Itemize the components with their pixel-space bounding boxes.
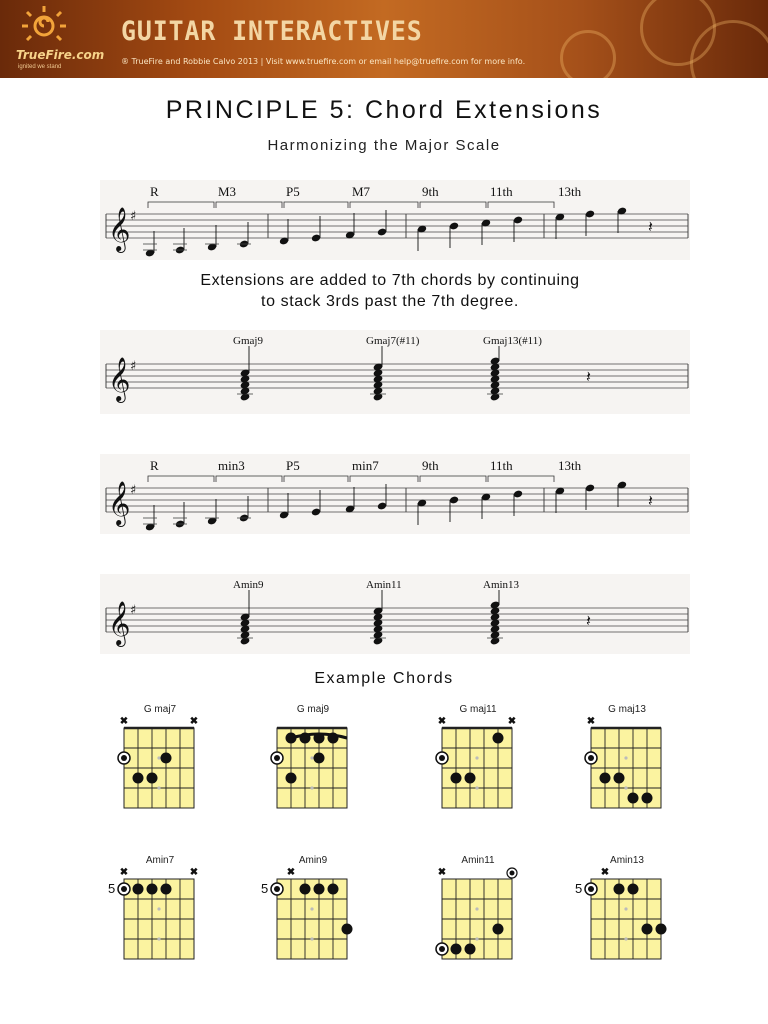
root-note-center <box>121 755 127 761</box>
interval-label: 11th <box>490 184 513 199</box>
quarter-rest-icon: 𝄽 <box>586 611 591 630</box>
fret-position-label: 5 <box>575 881 583 896</box>
root-note-center <box>588 886 594 892</box>
finger-dot <box>286 773 297 784</box>
quarter-rest-icon: 𝄽 <box>648 217 653 236</box>
finger-dot <box>642 793 653 804</box>
root-note-center <box>588 755 594 761</box>
chord-diagram <box>257 704 377 814</box>
fret-marker-dot <box>157 786 160 789</box>
fret-marker-dot <box>475 907 478 910</box>
finger-dot <box>147 773 158 784</box>
fretboard-grid <box>422 704 542 814</box>
chord-name: G maj13 <box>608 704 646 715</box>
quarter-rest-icon: 𝄽 <box>586 367 591 386</box>
fretboard-grid <box>571 855 691 965</box>
swirl-decoration <box>560 30 616 78</box>
muted-string-icon: ✖ <box>119 867 129 878</box>
fret-marker-dot <box>310 907 313 910</box>
finger-dot <box>342 924 353 935</box>
minor-chords-staff <box>100 574 690 654</box>
chord-name: G maj7 <box>143 704 177 715</box>
root-note-center <box>121 886 127 892</box>
finger-dot <box>161 753 172 764</box>
major-chords-staff <box>100 330 690 414</box>
muted-string-icon: ✖ <box>600 867 610 878</box>
interval-label: 9th <box>422 458 439 473</box>
header-banner <box>0 0 768 78</box>
chord-diagram <box>104 704 224 814</box>
finger-dot <box>314 753 325 764</box>
interval-label: P5 <box>286 458 300 473</box>
brand-title: GUITAR INTERACTIVES <box>121 16 423 47</box>
finger-dot <box>314 884 325 895</box>
finger-dot <box>314 733 325 744</box>
root-note-center <box>274 886 280 892</box>
interval-label: P5 <box>286 184 300 199</box>
major-scale-staff <box>100 180 690 260</box>
interval-label: R <box>150 184 159 199</box>
logo-tagline: ignited we stand <box>18 64 62 70</box>
explanation-line-2: to stack 3rds past the 7th degree. <box>261 293 519 310</box>
interval-label: 13th <box>558 458 582 473</box>
finger-dot <box>451 773 462 784</box>
finger-dot <box>300 884 311 895</box>
examples-heading: Example Chords <box>314 670 454 687</box>
muted-string-icon: ✖ <box>437 867 447 878</box>
quarter-rest-icon: 𝄽 <box>648 491 653 510</box>
finger-dot <box>614 884 625 895</box>
treble-clef-icon: 𝄞 <box>108 481 131 525</box>
chord-symbol: Gmaj7(#11) <box>366 335 420 347</box>
finger-dot <box>642 924 653 935</box>
finger-dot <box>286 733 297 744</box>
chord-name: Amin7 <box>145 855 175 866</box>
page-subtitle: Harmonizing the Major Scale <box>267 137 501 154</box>
fret-marker-dot <box>157 937 160 940</box>
truefire-logo[interactable] <box>14 4 106 74</box>
chord-symbol: Gmaj13(#11) <box>483 335 542 347</box>
root-open-string-dot <box>510 871 515 876</box>
key-signature-sharp-icon: ♯ <box>130 603 137 618</box>
finger-dot <box>133 884 144 895</box>
interval-label: R <box>150 458 159 473</box>
interval-label: min7 <box>352 458 379 473</box>
fretboard-grid <box>257 704 377 814</box>
minor-scale-staff <box>100 454 690 534</box>
finger-dot <box>300 733 311 744</box>
chord-symbol: Amin9 <box>233 579 264 591</box>
interval-label: M7 <box>352 184 371 199</box>
fret-marker-dot <box>624 937 627 940</box>
chord-name: Amin11 <box>461 855 495 866</box>
finger-dot <box>600 773 611 784</box>
treble-clef-icon: 𝄞 <box>108 601 131 645</box>
fret-marker-dot <box>157 756 160 759</box>
root-note-center <box>439 755 445 761</box>
finger-dot <box>328 884 339 895</box>
fret-marker-dot <box>475 937 478 940</box>
chord-symbol: Amin13 <box>483 579 520 591</box>
finger-dot <box>493 733 504 744</box>
fret-marker-dot <box>475 756 478 759</box>
chord-diagram <box>422 704 542 814</box>
finger-dot <box>628 884 639 895</box>
page-title: PRINCIPLE 5: Chord Extensions <box>165 96 603 124</box>
chord-name: G maj11 <box>459 704 497 715</box>
muted-string-icon: ✖ <box>437 716 447 727</box>
chord-diagram <box>571 855 691 965</box>
key-signature-sharp-icon: ♯ <box>130 209 137 224</box>
fretboard-grid <box>104 704 224 814</box>
finger-dot <box>465 773 476 784</box>
interval-label: min3 <box>218 458 245 473</box>
muted-string-icon: ✖ <box>189 867 199 878</box>
muted-string-icon: ✖ <box>286 867 296 878</box>
fret-marker-dot <box>310 937 313 940</box>
fret-position-label: 5 <box>108 881 116 896</box>
fretboard-grid <box>104 855 224 965</box>
treble-clef-icon: 𝄞 <box>108 207 131 251</box>
interval-label: 13th <box>558 184 582 199</box>
muted-string-icon: ✖ <box>586 716 596 727</box>
chord-diagram <box>571 704 691 814</box>
fret-marker-dot <box>624 907 627 910</box>
finger-dot <box>451 944 462 955</box>
finger-dot <box>161 884 172 895</box>
chord-name: G maj9 <box>296 704 330 715</box>
interval-label: 11th <box>490 458 513 473</box>
chord-symbol: Amin11 <box>366 579 402 591</box>
treble-clef-icon: 𝄞 <box>108 357 131 401</box>
fretboard-grid <box>571 704 691 814</box>
explanation-text <box>0 270 768 312</box>
chord-diagram <box>257 855 377 965</box>
finger-dot <box>133 773 144 784</box>
finger-dot <box>328 733 339 744</box>
fretboard-grid <box>257 855 377 965</box>
muted-string-icon: ✖ <box>189 716 199 727</box>
fret-position-label: 5 <box>261 881 269 896</box>
finger-dot <box>147 884 158 895</box>
key-signature-sharp-icon: ♯ <box>130 359 137 374</box>
logo-text: TrueFire.com <box>16 48 105 62</box>
root-note-center <box>274 755 280 761</box>
chord-name: Amin9 <box>298 855 328 866</box>
interval-label: 9th <box>422 184 439 199</box>
muted-string-icon: ✖ <box>119 716 129 727</box>
fret-marker-dot <box>624 756 627 759</box>
muted-string-icon: ✖ <box>507 716 517 727</box>
chord-name: Amin13 <box>610 855 644 866</box>
explanation-line-1: Extensions are added to 7th chords by continuing <box>200 272 580 289</box>
fret-marker-dot <box>310 756 313 759</box>
finger-dot <box>614 773 625 784</box>
credit-line[interactable]: ® TrueFire and Robbie Calvo 2013 | Visit www.truefire.com or email help@truefire.com for more info. <box>121 57 526 66</box>
fret-marker-dot <box>475 786 478 789</box>
interval-label: M3 <box>218 184 237 199</box>
chord-diagram <box>104 855 224 965</box>
finger-dot <box>493 924 504 935</box>
fret-marker-dot <box>310 786 313 789</box>
finger-dot <box>656 924 667 935</box>
fret-marker-dot <box>624 786 627 789</box>
finger-dot <box>465 944 476 955</box>
fretboard-grid <box>422 855 542 965</box>
finger-dot <box>628 793 639 804</box>
sun-icon <box>14 4 74 50</box>
chord-symbol: Gmaj9 <box>233 335 263 347</box>
fret-marker-dot <box>157 907 160 910</box>
chord-diagram <box>422 855 542 965</box>
root-note-center <box>439 946 445 952</box>
key-signature-sharp-icon: ♯ <box>130 483 137 498</box>
